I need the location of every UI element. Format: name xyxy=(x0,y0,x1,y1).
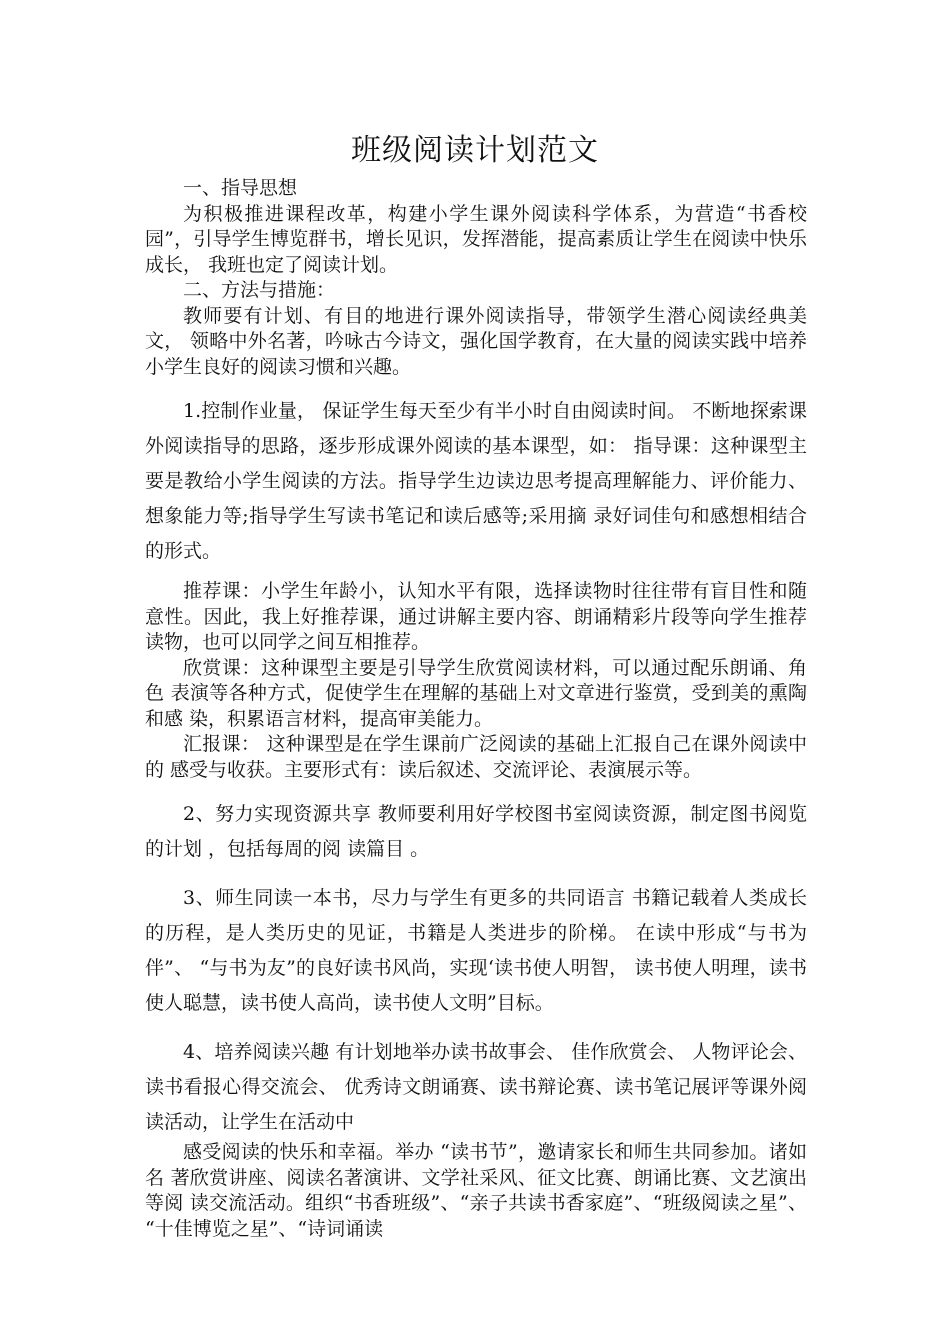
paragraph-item-2: 2、努力实现资源共享 教师要利用好学校图书室阅读资源，制定图书阅览的计划 ，包括每周的阅 读篇目 。 xyxy=(145,803,807,860)
paragraph-reading-festival: 感受阅读的快乐和幸福。举办 “读书节”，邀请家长和师生共同参加。诸如名 著欣赏讲座、阅读名著演讲、文学社采风、征文比赛、朗诵比赛、文艺演出等阅 读交流活动。组织“书香班级”、“亲子共读书香家庭”、“班级阅读之星”、 “十佳博览之星”、“诗词诵读 xyxy=(145,1141,807,1240)
paragraph-item-4: 4、培养阅读兴趣 有计划地举办读书故事会、 佳作欣赏会、 人物评论会、 读书看报心得交流会、 优秀诗文朗诵赛、读书辩论赛、读书笔记展评等课外阅读活动，让学生在活动中 xyxy=(145,1041,807,1133)
paragraph-item-3: 3、师生同读一本书，尽力与学生有更多的共同语言 书籍记载着人类成长的历程，是人类历史的见证，书籍是人类进步的阶梯。 在读中形成“与书为伴”、 “与书为友”的良好读书风尚，实现‘读书使人明智， 读书使人明理，读书使人聪慧，读书使人高尚，读书使人文明”目标。 xyxy=(145,887,807,1014)
paragraph-teacher-guidance: 教师要有计划、有目的地进行课外阅读指导，带领学生潜心阅读经典美文， 领略中外名著，吟咏古今诗文，强化国学教育，在大量的阅读实践中培养小学生良好的阅读习惯和兴趣。 xyxy=(145,304,807,378)
paragraph-purpose: 为积极推进课程改革，构建小学生课外阅读科学体系，为营造“书香校园”，引导学生博览群书，增长见识，发挥潜能，提高素质让学生在阅读中快乐成长， 我班也定了阅读计划。 xyxy=(145,202,807,276)
section-heading-methods: 二、方法与措施： xyxy=(183,279,336,301)
document-title: 班级阅读计划范文 xyxy=(351,133,599,168)
paragraph-appreciate-class: 欣赏课：这种课型主要是引导学生欣赏阅读材料，可以通过配乐朗诵、角色 表演等各种方式，促使学生在理解的基础上对文章进行鉴赏，受到美的熏陶和感 染，积累语言材料，提高审美能力。 xyxy=(145,656,807,730)
section-heading-guiding-ideology: 一、指导思想 xyxy=(183,177,298,199)
document-body xyxy=(145,176,807,1242)
paragraph-report-class: 汇报课： 这种课型是在学生课前广泛阅读的基础上汇报自己在课外阅读中的 感受与收获。主要形式有：读后叙述、交流评论、表演展示等。 xyxy=(145,733,807,781)
paragraph-recommend-class: 推荐课：小学生年龄小，认知水平有限，选择读物时往往带有盲目性和随意性。因此，我上好推荐课，通过讲解主要内容、朗诵精彩片段等向学生推荐读物，也可以同学之间互相推荐。 xyxy=(145,580,807,653)
paragraph-item-1: 1.控制作业量， 保证学生每天至少有半小时自由阅读时间。 不断地探索课外阅读指导的思路，逐步形成课外阅读的基本课型，如： 指导课：这种课型主要是教给小学生阅读的方法。指导学生边读边思考提高理解能力、评价能力、想象能力等;指导学生写读书笔记和读后感等;采用摘 录好词佳句和感想相结合的形式。 xyxy=(145,400,807,562)
